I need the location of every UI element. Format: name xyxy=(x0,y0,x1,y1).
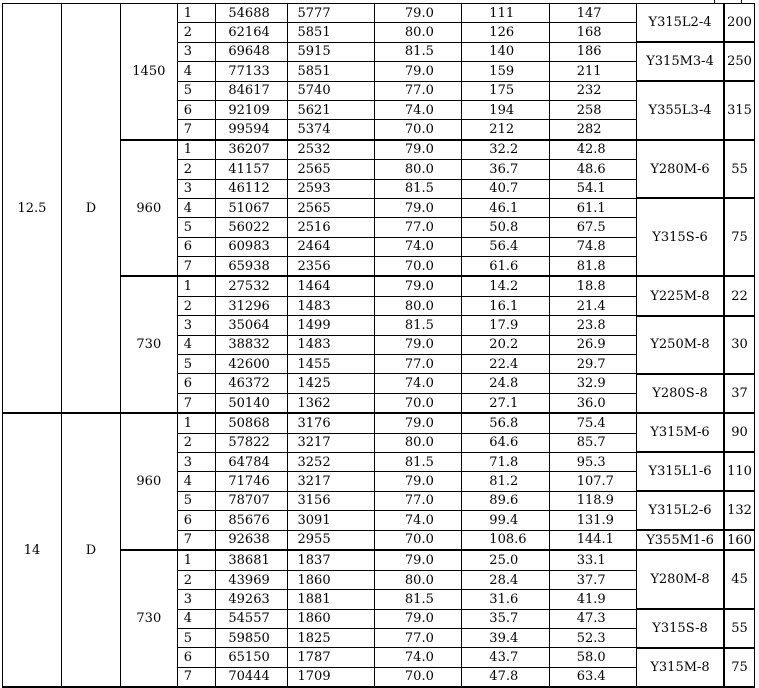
cell-required-power: 23.8 xyxy=(549,316,636,335)
cell-pressure: 5915 xyxy=(287,42,374,61)
cell-flow: 65938 xyxy=(216,257,287,277)
cell-pressure: 5740 xyxy=(287,81,374,100)
cell-shaft-power: 108.6 xyxy=(462,530,549,550)
cell-shaft-power: 89.6 xyxy=(462,491,549,510)
cell-flow: 35064 xyxy=(216,316,287,335)
cell-efficiency: 74.0 xyxy=(374,511,461,530)
cell-shaft-power: 212 xyxy=(462,120,549,140)
cell-shaft-power: 175 xyxy=(462,81,549,100)
cell-efficiency: 77.0 xyxy=(374,491,461,510)
cell-pressure: 1825 xyxy=(287,629,374,648)
cell-flow: 60983 xyxy=(216,237,287,256)
cell-efficiency: 77.0 xyxy=(374,81,461,100)
cell-required-power: 32.9 xyxy=(549,374,636,393)
cell-point-no: 5 xyxy=(177,355,216,374)
cell-shaft-power: 22.4 xyxy=(462,355,549,374)
cell-shaft-power: 40.7 xyxy=(462,179,549,198)
table-row xyxy=(3,4,755,23)
cell-flow: 31296 xyxy=(216,296,287,315)
cell-flow: 78707 xyxy=(216,491,287,510)
cell-pressure: 5777 xyxy=(287,4,374,23)
cell-point-no: 7 xyxy=(177,393,216,413)
cell-required-power: 186 xyxy=(549,42,636,61)
cell-motor-model: Y280S-8 xyxy=(637,374,724,413)
cell-motor-power: 55 xyxy=(724,140,755,199)
cell-shaft-power: 28.4 xyxy=(462,570,549,589)
cell-required-power: 29.7 xyxy=(549,355,636,374)
cell-point-no: 5 xyxy=(177,218,216,237)
cell-shaft-power: 25.0 xyxy=(462,550,549,570)
cell-required-power: 144.1 xyxy=(549,530,636,550)
fan-performance-table xyxy=(2,3,755,688)
cell-shaft-power: 99.4 xyxy=(462,511,549,530)
cell-flow: 42600 xyxy=(216,355,287,374)
table-body xyxy=(3,4,755,688)
cell-efficiency: 79.0 xyxy=(374,609,461,628)
cell-flow: 59850 xyxy=(216,629,287,648)
cell-shaft-power: 39.4 xyxy=(462,629,549,648)
cell-rpm: 1450 xyxy=(120,4,177,140)
cell-pressure: 2532 xyxy=(287,140,374,160)
cell-point-no: 2 xyxy=(177,296,216,315)
cell-required-power: 232 xyxy=(549,81,636,100)
cell-pressure: 1881 xyxy=(287,590,374,609)
cell-shaft-power: 43.7 xyxy=(462,648,549,667)
cell-flow: 36207 xyxy=(216,140,287,160)
cell-motor-model: Y225M-8 xyxy=(637,276,724,315)
cell-efficiency: 77.0 xyxy=(374,218,461,237)
cell-pressure: 2593 xyxy=(287,179,374,198)
cell-flow: 71746 xyxy=(216,472,287,491)
cell-efficiency: 79.0 xyxy=(374,198,461,217)
cell-pressure: 1425 xyxy=(287,374,374,393)
cell-efficiency: 74.0 xyxy=(374,648,461,667)
cell-rpm: 960 xyxy=(120,140,177,277)
cell-efficiency: 70.0 xyxy=(374,667,461,687)
cell-flow: 99594 xyxy=(216,120,287,140)
cell-shaft-power: 61.6 xyxy=(462,257,549,277)
cell-required-power: 211 xyxy=(549,62,636,81)
cell-point-no: 1 xyxy=(177,140,216,160)
cell-flow: 54688 xyxy=(216,4,287,23)
cell-point-no: 6 xyxy=(177,374,216,393)
cell-motor-power: 75 xyxy=(724,648,755,687)
cell-pressure: 5374 xyxy=(287,120,374,140)
cell-efficiency: 80.0 xyxy=(374,433,461,452)
cell-pressure: 3217 xyxy=(287,433,374,452)
cell-pressure: 1837 xyxy=(287,550,374,570)
cell-required-power: 107.7 xyxy=(549,472,636,491)
cell-blade-angle: 14 xyxy=(3,413,62,687)
cell-shaft-power: 24.8 xyxy=(462,374,549,393)
cell-required-power: 33.1 xyxy=(549,550,636,570)
cell-required-power: 36.0 xyxy=(549,393,636,413)
cell-shaft-power: 27.1 xyxy=(462,393,549,413)
cell-pressure: 1464 xyxy=(287,276,374,296)
cell-required-power: 85.7 xyxy=(549,433,636,452)
cell-motor-power: 22 xyxy=(724,276,755,315)
cell-motor-power: 132 xyxy=(724,491,755,530)
cell-required-power: 48.6 xyxy=(549,160,636,179)
cell-motor-power: 55 xyxy=(724,609,755,648)
cell-efficiency: 70.0 xyxy=(374,120,461,140)
cell-efficiency: 77.0 xyxy=(374,629,461,648)
cell-shaft-power: 56.8 xyxy=(462,413,549,433)
cell-point-no: 2 xyxy=(177,160,216,179)
cell-flow: 38832 xyxy=(216,335,287,354)
cell-required-power: 21.4 xyxy=(549,296,636,315)
cell-rpm: 960 xyxy=(120,413,177,550)
cell-efficiency: 79.0 xyxy=(374,413,461,433)
cell-shaft-power: 32.2 xyxy=(462,140,549,160)
cell-flow: 41157 xyxy=(216,160,287,179)
cell-flow: 51067 xyxy=(216,198,287,217)
cell-point-no: 7 xyxy=(177,257,216,277)
cell-shaft-power: 17.9 xyxy=(462,316,549,335)
cell-efficiency: 70.0 xyxy=(374,530,461,550)
cell-efficiency: 80.0 xyxy=(374,23,461,42)
cell-required-power: 47.3 xyxy=(549,609,636,628)
cell-point-no: 7 xyxy=(177,667,216,687)
cell-shaft-power: 159 xyxy=(462,62,549,81)
cell-pressure: 2464 xyxy=(287,237,374,256)
cell-motor-power: 30 xyxy=(724,316,755,374)
cell-shaft-power: 47.8 xyxy=(462,667,549,687)
cell-point-no: 2 xyxy=(177,433,216,452)
cell-flow: 38681 xyxy=(216,550,287,570)
cell-shaft-power: 71.8 xyxy=(462,452,549,471)
cell-blade-angle: 12.5 xyxy=(3,4,62,414)
cell-pressure: 3091 xyxy=(287,511,374,530)
cell-required-power: 168 xyxy=(549,23,636,42)
cell-flow: 27532 xyxy=(216,276,287,296)
cell-motor-model: Y315S-8 xyxy=(637,609,724,648)
cell-motor-power: 75 xyxy=(724,198,755,276)
cell-motor-power: 37 xyxy=(724,374,755,413)
cell-efficiency: 80.0 xyxy=(374,296,461,315)
cell-shaft-power: 194 xyxy=(462,100,549,119)
cell-pressure: 1709 xyxy=(287,667,374,687)
cell-motor-model: Y315L2-6 xyxy=(637,491,724,530)
cell-required-power: 67.5 xyxy=(549,218,636,237)
cell-required-power: 258 xyxy=(549,100,636,119)
cell-motor-power: 110 xyxy=(724,452,755,491)
cell-shaft-power: 126 xyxy=(462,23,549,42)
cell-motor-model: Y355M1-6 xyxy=(637,530,724,550)
cell-required-power: 41.9 xyxy=(549,590,636,609)
cell-motor-model: Y355L3-4 xyxy=(637,81,724,140)
cell-required-power: 147 xyxy=(549,4,636,23)
cell-efficiency: 79.0 xyxy=(374,140,461,160)
cell-motor-model: Y315S-6 xyxy=(637,198,724,276)
cell-required-power: 63.4 xyxy=(549,667,636,687)
cell-point-no: 3 xyxy=(177,316,216,335)
cell-shaft-power: 140 xyxy=(462,42,549,61)
cell-motor-model: Y250M-8 xyxy=(637,316,724,374)
cell-motor-power: 90 xyxy=(724,413,755,452)
cell-required-power: 95.3 xyxy=(549,452,636,471)
cell-efficiency: 81.5 xyxy=(374,316,461,335)
cell-flow: 50868 xyxy=(216,413,287,433)
cell-required-power: 26.9 xyxy=(549,335,636,354)
cell-pressure: 2955 xyxy=(287,530,374,550)
cell-efficiency: 79.0 xyxy=(374,62,461,81)
cell-pressure: 3217 xyxy=(287,472,374,491)
cell-required-power: 42.8 xyxy=(549,140,636,160)
cell-pressure: 3176 xyxy=(287,413,374,433)
cell-flow: 92638 xyxy=(216,530,287,550)
cell-required-power: 118.9 xyxy=(549,491,636,510)
cell-flow: 50140 xyxy=(216,393,287,413)
cell-flow: 70444 xyxy=(216,667,287,687)
cell-pressure: 5851 xyxy=(287,23,374,42)
cell-shaft-power: 81.2 xyxy=(462,472,549,491)
cell-motor-model: Y315L1-6 xyxy=(637,452,724,491)
cell-motor-model: Y280M-8 xyxy=(637,550,724,609)
cell-pressure: 1455 xyxy=(287,355,374,374)
cell-efficiency: 79.0 xyxy=(374,335,461,354)
cell-required-power: 37.7 xyxy=(549,570,636,589)
cell-motor-model: Y315M3-4 xyxy=(637,42,724,81)
cell-flow: 46112 xyxy=(216,179,287,198)
cell-motor-power: 45 xyxy=(724,550,755,609)
cell-efficiency: 81.5 xyxy=(374,590,461,609)
cell-pressure: 2516 xyxy=(287,218,374,237)
cell-point-no: 6 xyxy=(177,100,216,119)
cell-pressure: 3252 xyxy=(287,452,374,471)
cell-required-power: 81.8 xyxy=(549,257,636,277)
cell-flow: 84617 xyxy=(216,81,287,100)
cell-required-power: 74.8 xyxy=(549,237,636,256)
cell-motor-power: 200 xyxy=(724,4,755,43)
cell-pressure: 3156 xyxy=(287,491,374,510)
cell-efficiency: 74.0 xyxy=(374,374,461,393)
cell-required-power: 58.0 xyxy=(549,648,636,667)
cell-point-no: 1 xyxy=(177,4,216,23)
cell-rpm: 730 xyxy=(120,276,177,413)
cell-shaft-power: 20.2 xyxy=(462,335,549,354)
cell-required-power: 54.1 xyxy=(549,179,636,198)
cell-pressure: 1483 xyxy=(287,296,374,315)
cell-pressure: 5621 xyxy=(287,100,374,119)
cell-required-power: 52.3 xyxy=(549,629,636,648)
cell-efficiency: 70.0 xyxy=(374,393,461,413)
cell-pressure: 1362 xyxy=(287,393,374,413)
cell-pressure: 1860 xyxy=(287,570,374,589)
cell-pressure: 5851 xyxy=(287,62,374,81)
cell-point-no: 3 xyxy=(177,179,216,198)
cell-point-no: 6 xyxy=(177,237,216,256)
cell-pressure: 2356 xyxy=(287,257,374,277)
cell-point-no: 5 xyxy=(177,81,216,100)
cell-efficiency: 79.0 xyxy=(374,550,461,570)
cell-point-no: 2 xyxy=(177,23,216,42)
cell-shaft-power: 111 xyxy=(462,4,549,23)
fan-performance-table-sheet xyxy=(2,3,755,683)
cell-motor-model: Y315M-8 xyxy=(637,648,724,687)
cell-flow: 54557 xyxy=(216,609,287,628)
cell-flow: 77133 xyxy=(216,62,287,81)
cell-motor-power: 315 xyxy=(724,81,755,140)
cell-shaft-power: 46.1 xyxy=(462,198,549,217)
cell-point-no: 2 xyxy=(177,570,216,589)
cell-flow: 46372 xyxy=(216,374,287,393)
cell-pressure: 2565 xyxy=(287,160,374,179)
cell-point-no: 3 xyxy=(177,590,216,609)
cell-required-power: 131.9 xyxy=(549,511,636,530)
cell-pressure: 1483 xyxy=(287,335,374,354)
cell-point-no: 1 xyxy=(177,413,216,433)
cell-motor-model: Y280M-6 xyxy=(637,140,724,199)
cell-flow: 69648 xyxy=(216,42,287,61)
cell-shaft-power: 31.6 xyxy=(462,590,549,609)
cell-point-no: 4 xyxy=(177,472,216,491)
cell-shaft-power: 35.7 xyxy=(462,609,549,628)
cell-point-no: 4 xyxy=(177,335,216,354)
cell-flow: 65150 xyxy=(216,648,287,667)
cell-flow: 56022 xyxy=(216,218,287,237)
cell-efficiency: 74.0 xyxy=(374,237,461,256)
cell-pressure: 1787 xyxy=(287,648,374,667)
cell-point-no: 5 xyxy=(177,491,216,510)
cell-flow: 62164 xyxy=(216,23,287,42)
cell-efficiency: 79.0 xyxy=(374,4,461,23)
cell-shaft-power: 50.8 xyxy=(462,218,549,237)
cell-pressure: 2565 xyxy=(287,198,374,217)
cell-required-power: 75.4 xyxy=(549,413,636,433)
table-row xyxy=(3,413,755,433)
cell-required-power: 282 xyxy=(549,120,636,140)
cell-motor-power: 250 xyxy=(724,42,755,81)
cell-flow: 92109 xyxy=(216,100,287,119)
cell-efficiency: 80.0 xyxy=(374,570,461,589)
cell-shaft-power: 36.7 xyxy=(462,160,549,179)
cell-pressure: 1499 xyxy=(287,316,374,335)
cell-drive-type: D xyxy=(61,413,120,687)
cell-flow: 85676 xyxy=(216,511,287,530)
cell-flow: 57822 xyxy=(216,433,287,452)
cell-point-no: 3 xyxy=(177,42,216,61)
cell-efficiency: 74.0 xyxy=(374,100,461,119)
cell-shaft-power: 64.6 xyxy=(462,433,549,452)
cell-point-no: 7 xyxy=(177,530,216,550)
cell-drive-type: D xyxy=(61,4,120,414)
cell-shaft-power: 16.1 xyxy=(462,296,549,315)
cell-shaft-power: 56.4 xyxy=(462,237,549,256)
cell-pressure: 1860 xyxy=(287,609,374,628)
cell-flow: 49263 xyxy=(216,590,287,609)
cell-flow: 64784 xyxy=(216,452,287,471)
cell-point-no: 7 xyxy=(177,120,216,140)
cell-point-no: 3 xyxy=(177,452,216,471)
cell-motor-model: Y315L2-4 xyxy=(637,4,724,43)
cell-efficiency: 81.5 xyxy=(374,179,461,198)
cell-efficiency: 70.0 xyxy=(374,257,461,277)
cell-point-no: 5 xyxy=(177,629,216,648)
cell-efficiency: 80.0 xyxy=(374,160,461,179)
cell-point-no: 6 xyxy=(177,511,216,530)
cell-required-power: 18.8 xyxy=(549,276,636,296)
cell-required-power: 61.1 xyxy=(549,198,636,217)
cell-point-no: 1 xyxy=(177,550,216,570)
cell-motor-power: 160 xyxy=(724,530,755,550)
cell-efficiency: 81.5 xyxy=(374,42,461,61)
cell-point-no: 4 xyxy=(177,198,216,217)
cell-flow: 43969 xyxy=(216,570,287,589)
cell-efficiency: 77.0 xyxy=(374,355,461,374)
cell-efficiency: 79.0 xyxy=(374,472,461,491)
cell-point-no: 4 xyxy=(177,609,216,628)
cell-point-no: 6 xyxy=(177,648,216,667)
cell-efficiency: 79.0 xyxy=(374,276,461,296)
cell-rpm: 730 xyxy=(120,550,177,687)
cell-point-no: 4 xyxy=(177,62,216,81)
cell-efficiency: 81.5 xyxy=(374,452,461,471)
cell-shaft-power: 14.2 xyxy=(462,276,549,296)
cell-point-no: 1 xyxy=(177,276,216,296)
cell-motor-model: Y315M-6 xyxy=(637,413,724,452)
